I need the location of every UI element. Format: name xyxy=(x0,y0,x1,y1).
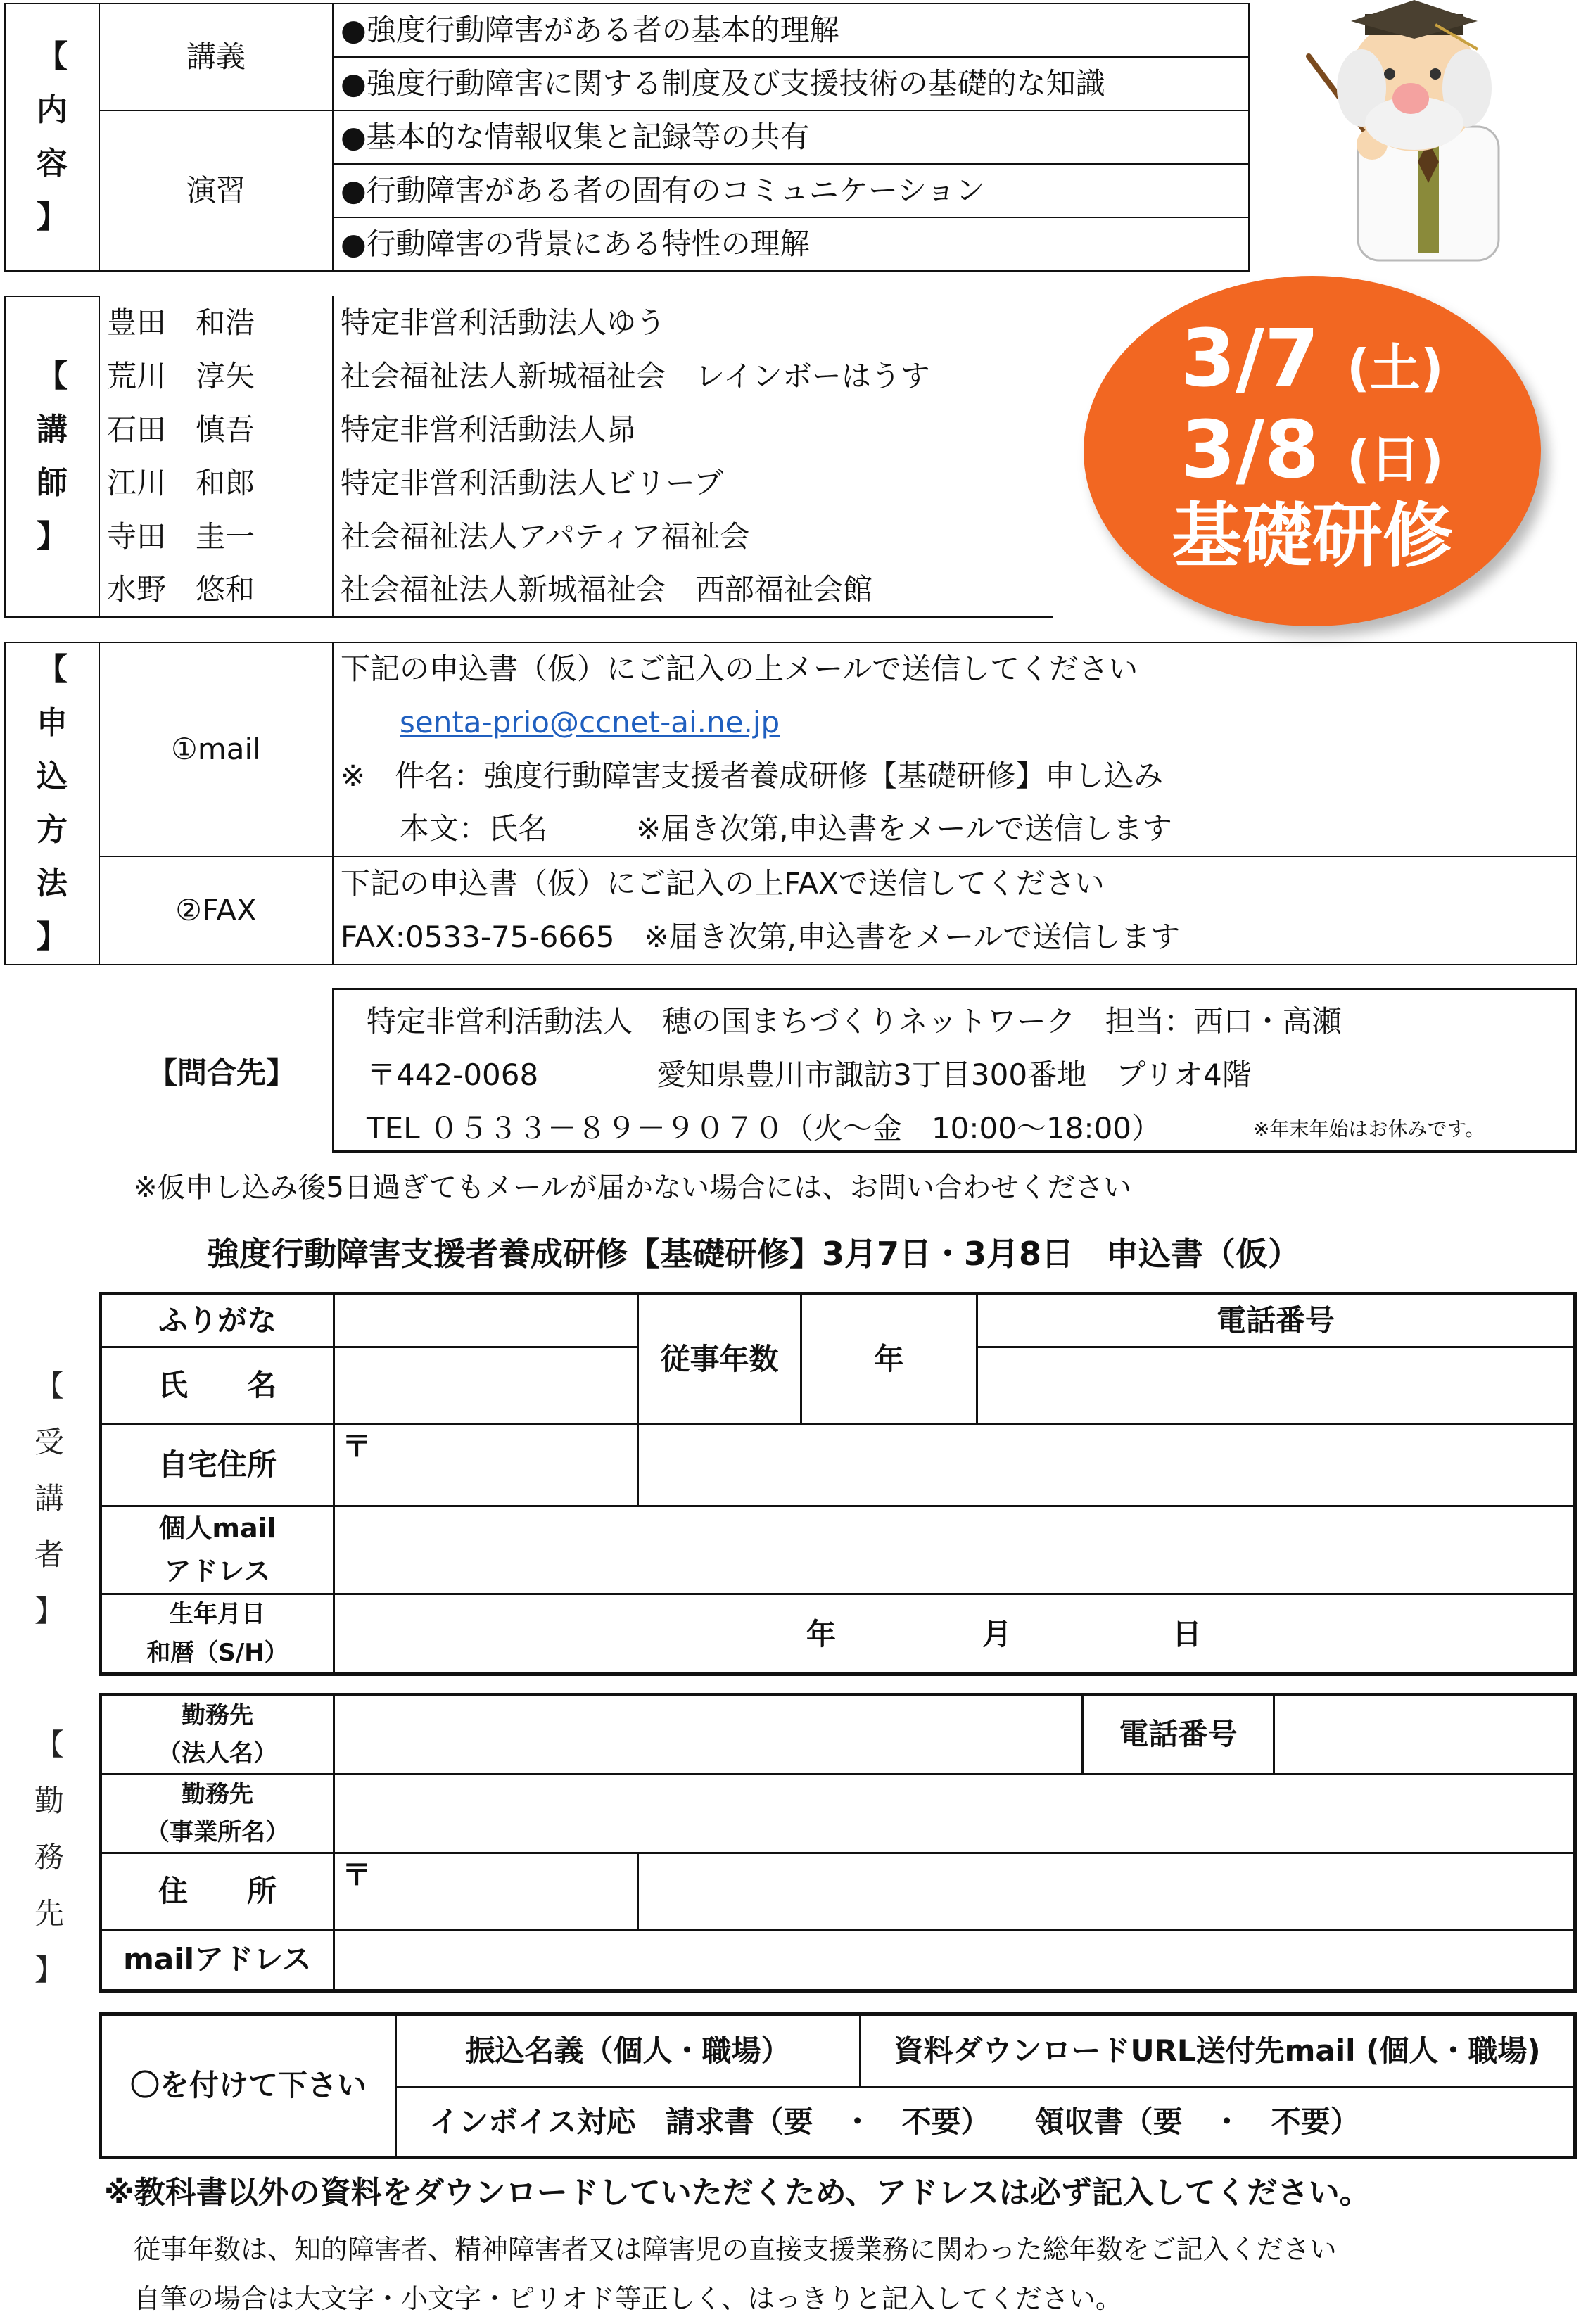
handwriting-note: 自筆の場合は大文字・小文字・ピリオド等正しく、はっきりと記入してください。 xyxy=(134,2283,1122,2314)
holiday-note: ※年末年始はお休みです。 xyxy=(1253,1117,1485,1141)
badge-day-2: (日) xyxy=(1346,430,1444,489)
contact-box xyxy=(332,988,1577,1153)
workplace-label: 【 勤 務 先 】 xyxy=(34,1727,64,1987)
apply-label: 【 申 込 方 法 】 xyxy=(5,642,99,965)
office-label: 勤務先 （事業所名） xyxy=(101,1774,334,1853)
mail-method-label: ①mail xyxy=(99,642,333,856)
circle-instruction: 〇を付けて下さい xyxy=(101,2014,396,2158)
mail-body-note: 本文：氏名 ※届き次第,申込書をメールで送信します xyxy=(333,803,1577,856)
years-field[interactable] xyxy=(801,1294,977,1425)
phone-field[interactable] xyxy=(977,1347,1575,1425)
instructor-org: 社会福祉法人新城福祉会 西部福祉会館 xyxy=(333,564,1053,617)
work-address-label: 住 所 xyxy=(101,1853,334,1930)
home-address-label: 自宅住所 xyxy=(101,1425,334,1506)
fax-number: FAX:0533-75-6665 ※届き次第,申込書をメールで送信します xyxy=(333,911,1577,965)
trainee-label: 【 受 講 者 】 xyxy=(34,1369,64,1628)
birth-year-unit: 年 xyxy=(806,1616,837,1651)
corp-field[interactable] xyxy=(334,1695,1083,1774)
mail-instruction: 下記の申込書（仮）にご記入の上メールで送信してください xyxy=(333,642,1577,696)
instructor-name: 豊田 和浩 xyxy=(99,296,333,350)
instructors-table xyxy=(4,296,1053,618)
mail-subject-note: ※ 件名：強度行動障害支援者養成研修【基礎研修】申し込み xyxy=(333,749,1577,803)
work-phone-label: 電話番号 xyxy=(1083,1695,1274,1774)
work-postal-field[interactable] xyxy=(334,1853,638,1930)
date-badge xyxy=(1084,276,1541,626)
personal-mail-field[interactable] xyxy=(334,1506,1575,1594)
fax-instruction: 下記の申込書（仮）にご記入の上FAXで送信してください xyxy=(333,856,1577,911)
personal-mail-label: 個人mail アドレス xyxy=(101,1506,334,1594)
postal-mark: 〒 xyxy=(342,1429,372,1463)
content-label: 【 内 容 】 xyxy=(5,4,99,271)
contact-org: 特定非営利活動法人 穂の国まちづくりネットワーク 担当：西口・高瀬 xyxy=(367,1004,1342,1039)
practice-item: ● 行動障害がある者の固有のコミュニケーション xyxy=(333,164,1249,217)
instructor-org: 社会福祉法人アパティア福祉会 xyxy=(341,519,750,554)
instructor-name: 石田 慎吾 xyxy=(99,403,333,457)
years-unit: 年 xyxy=(874,1341,904,1376)
work-phone-field[interactable] xyxy=(1274,1695,1575,1774)
instructor-org: 社会福祉法人新城福祉会 レインボーはうす xyxy=(341,358,930,393)
phone-label: 電話番号 xyxy=(977,1294,1575,1347)
work-mail-field[interactable] xyxy=(334,1930,1575,1990)
badge-day-1: (土) xyxy=(1346,338,1444,398)
practice-label: 演習 xyxy=(99,110,333,271)
instructor-name: 水野 悠和 xyxy=(99,564,333,617)
office-field[interactable] xyxy=(334,1774,1575,1853)
instructor-name: 荒川 淳矢 xyxy=(99,350,333,403)
instructor-org: 特定非営利活動法人昴 xyxy=(341,412,637,447)
practice-item: ● 行動障害の背景にある特性の理解 xyxy=(333,217,1249,271)
badge-date-1: 3/7 xyxy=(1181,313,1319,405)
lecture-item: ● 強度行動障害に関する制度及び支援技術の基礎的な知識 xyxy=(333,57,1249,110)
fax-method-label: ②FAX xyxy=(99,856,333,965)
contact-label: 【問合先】 xyxy=(148,1055,296,1090)
transfer-name-option[interactable]: 振込名義（個人・職場） xyxy=(396,2014,861,2088)
corp-label: 勤務先 （法人名） xyxy=(101,1695,334,1774)
workplace-table xyxy=(99,1693,1577,1993)
badge-title: 基礎研修 xyxy=(1172,495,1453,577)
birthdate-field[interactable] xyxy=(334,1594,1575,1674)
download-address-note: ※教科書以外の資料をダウンロードしていただくため、アドレスは必ず記入してください。 xyxy=(104,2175,1371,2211)
birth-day-unit: 日 xyxy=(1172,1616,1202,1651)
name-label: 氏 名 xyxy=(101,1347,334,1425)
content-table xyxy=(4,3,1250,272)
contact-email-link[interactable]: senta-prio@ccnet-ai.ne.jp xyxy=(400,704,780,739)
trainee-table xyxy=(99,1292,1577,1676)
work-mail-label: mailアドレス xyxy=(101,1930,334,1990)
furigana-label: ふりがな xyxy=(101,1294,334,1347)
instructors-label: 【 講 師 】 xyxy=(5,296,99,617)
home-address-field[interactable] xyxy=(638,1425,1575,1506)
options-table xyxy=(99,2012,1577,2159)
apply-table xyxy=(4,642,1577,965)
years-label: 従事年数 xyxy=(638,1294,801,1425)
home-postal-field[interactable] xyxy=(334,1425,638,1506)
professor-mascot-illustration xyxy=(1295,0,1520,267)
practice-item: ● 基本的な情報収集と記録等の共有 xyxy=(333,110,1249,164)
work-address-field[interactable] xyxy=(638,1853,1575,1930)
lecture-item: ● 強度行動障害がある者の基本的理解 xyxy=(333,4,1249,57)
invoice-option[interactable]: インボイス対応 請求書（要 ・ 不要） 領収書（要 ・ 不要） xyxy=(396,2088,1575,2158)
birth-month-unit: 月 xyxy=(982,1616,1012,1651)
name-field[interactable] xyxy=(334,1347,638,1425)
instructor-org: 特定非営利活動法人ビリーブ xyxy=(341,465,723,500)
birthdate-label: 生年月日 和暦（S/H） xyxy=(101,1594,334,1674)
instructor-org: 特定非営利活動法人ゆう xyxy=(341,305,666,340)
badge-date-2: 3/8 xyxy=(1181,405,1319,496)
years-definition-note: 従事年数は、知的障害者、精神障害者又は障害児の直接支援業務に関わった総年数をご記入ください xyxy=(134,2234,1337,2265)
tentative-note: ※仮申し込み後5日過ぎてもメールが届かない場合には、お問い合わせください xyxy=(134,1171,1132,1204)
work-postal-mark: 〒 xyxy=(342,1857,372,1892)
download-url-option[interactable]: 資料ダウンロードURL送付先mail (個人・職場) xyxy=(861,2014,1575,2088)
contact-address: 〒442-0068 愛知県豊川市諏訪3丁目300番地 プリオ4階 xyxy=(367,1058,1252,1092)
instructor-name: 江川 和郎 xyxy=(99,457,333,510)
form-title: 強度行動障害支援者養成研修【基礎研修】3月7日・3月8日 申込書（仮） xyxy=(207,1235,1301,1273)
lecture-label: 講義 xyxy=(99,4,333,110)
contact-phone: TEL ０５３３－８９－９０７０（火～金 10:00～18:00） xyxy=(367,1111,1162,1145)
instructor-name: 寺田 圭一 xyxy=(99,510,333,564)
furigana-field[interactable] xyxy=(334,1294,638,1347)
